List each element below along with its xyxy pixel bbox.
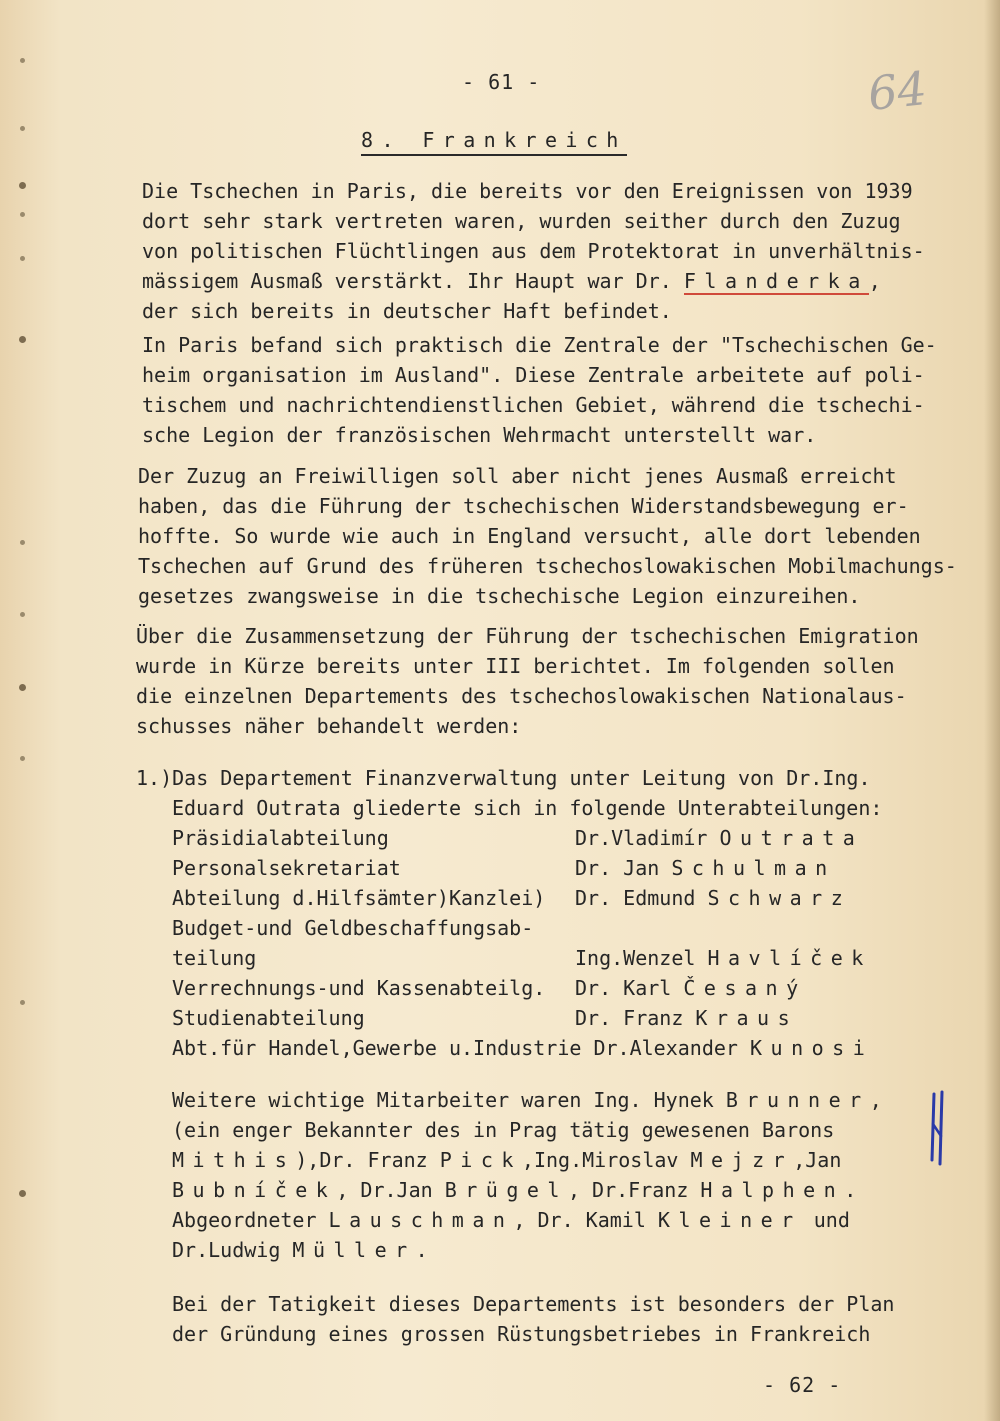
text-segment: , (869, 1088, 882, 1112)
binder-hole (20, 756, 25, 761)
text-line (142, 267, 881, 295)
text-segment: ),Dr. Franz (295, 1148, 440, 1172)
text-line: Bei der Tatigkeit dieses Departements ist besonders der Plan (172, 1292, 895, 1316)
text-segment: Dr.Ludwig (172, 1238, 293, 1262)
text-line (172, 1236, 428, 1264)
head-surname: Kunosi (750, 1036, 874, 1060)
spaced-name: Bubníček (172, 1178, 337, 1202)
text-segment: Weitere wichtige Mitarbeiter waren Ing. Hynek (172, 1088, 726, 1112)
section-head (575, 1004, 798, 1032)
text-line: wurde in Kürze bereits unter III berichtet. Im folgenden sollen (136, 654, 895, 678)
text-line: Der Zuzug an Freiwilligen soll aber nicht jenes Ausmaß erreicht (138, 464, 897, 488)
text-line: Die Tschechen in Paris, die bereits vor den Ereignissen von 1939 (142, 179, 913, 203)
binder-hole (19, 1190, 26, 1197)
text-segment: , Dr.Franz (567, 1178, 701, 1202)
head-title: Dr.Alexander (593, 1036, 738, 1060)
text-line: haben, das die Führung der tschechischen Widerstandsbewegung er- (138, 494, 909, 518)
text-line: hoffte. So wurde wie auch in England versucht, alle dort lebenden (138, 524, 921, 548)
text-segment: ,Jan (793, 1148, 842, 1172)
text-line: heim organisation im Ausland". Diese Zentrale arbeitete auf poli- (142, 363, 925, 387)
binder-hole (19, 182, 26, 189)
section-name: Verrechnungs-und Kassenabteilg. (172, 976, 546, 1000)
text-segment: , Dr. Kamil (513, 1208, 658, 1232)
page-edge-shadow (984, 0, 1000, 1421)
binder-hole (20, 212, 25, 217)
spaced-name: Mithis (172, 1148, 296, 1172)
head-surname: Kraus (695, 1006, 799, 1030)
section-head (575, 944, 872, 972)
text-segment: und (801, 1208, 850, 1232)
head-surname: Schwarz (707, 886, 852, 910)
text-line (172, 1206, 850, 1234)
text-line (172, 1146, 841, 1174)
head-title: Ing.Wenzel (575, 946, 696, 970)
section-head (575, 974, 807, 1002)
section-name: Budget-und Geldbeschaffungsab- (172, 916, 534, 940)
spaced-name: Mejzr (690, 1148, 794, 1172)
binder-hole (20, 612, 25, 617)
text-line: der sich bereits in deutscher Haft befindet. (142, 299, 672, 323)
section-head (575, 854, 836, 882)
spaced-name: Müller (292, 1238, 416, 1262)
text-line: Über die Zusammensetzung der Führung der tschechischen Emigration (136, 624, 919, 648)
binder-hole (19, 336, 26, 343)
text-segment: . (844, 1178, 857, 1202)
text-line (172, 1176, 856, 1204)
head-surname: Havlíček (707, 946, 872, 970)
page-number-top: - 61 - (462, 70, 541, 94)
section-name: Personalsekretariat (172, 856, 401, 880)
head-surname: Schulman (671, 856, 836, 880)
spaced-name: Pick (439, 1148, 522, 1172)
list-item-line: 1.)Das Departement Finanzverwaltung unter Leitung von Dr.Ing. (136, 766, 871, 790)
text-segment: Abgeordneter (172, 1208, 329, 1232)
list-item-line: Eduard Outrata gliederte sich in folgende Unterabteilungen: (172, 796, 883, 820)
head-title: Dr. Jan (575, 856, 660, 880)
head-surname: Outrata (719, 826, 864, 850)
head-title: Dr. Karl (575, 976, 672, 1000)
text-line (172, 1116, 834, 1144)
text-line: gesetzes zwangsweise in die tschechische Legion einzureihen. (138, 584, 861, 608)
text-line: die einzelnen Departements des tschechoslowakischen Nationalaus- (136, 684, 907, 708)
text-line: schusses näher behandelt werden: (136, 714, 522, 738)
binder-hole (20, 1000, 25, 1005)
head-title: Dr. Franz (575, 1006, 684, 1030)
binder-hole (20, 540, 25, 545)
section-head (575, 884, 851, 912)
text-segment: , Dr.Jan (336, 1178, 445, 1202)
binder-hole (20, 256, 25, 261)
section-name: Studienabteilung (172, 1006, 365, 1030)
head-title: Dr.Vladimír (575, 826, 708, 850)
section-name: Abteilung d.Hilfsämter)Kanzlei) (172, 886, 546, 910)
text-line: von politischen Flüchtlingen aus dem Protektorat in unverhältnis- (142, 239, 925, 263)
spaced-name: Lauschman (328, 1208, 514, 1232)
page-number-bottom: - 62 - (763, 1373, 842, 1397)
text-segment: mässigem Ausmaß verstärkt. Ihr Haupt war Dr. (142, 269, 684, 293)
head-surname: Česaný (683, 976, 807, 1000)
section-name: Abt.für Handel,Gewerbe u.Industrie (172, 1036, 582, 1060)
binder-hole (20, 126, 25, 131)
head-title: Dr. Edmund (575, 886, 696, 910)
section-head (575, 824, 863, 852)
binder-hole (19, 684, 26, 691)
text-line: tischem und nachrichtendienstlichen Gebiet, während die tschechi- (142, 393, 925, 417)
handwritten-page-number: 64 (865, 61, 930, 121)
spaced-name: Kleiner (657, 1208, 802, 1232)
spaced-name: Brügel (444, 1178, 568, 1202)
section-row-last (172, 1034, 873, 1062)
binder-hole (20, 58, 25, 63)
underlined-name: Flanderka (683, 269, 869, 293)
text-segment: (ein enger Bekannter des in Prag tätig gewesenen Barons (172, 1118, 835, 1142)
text-line (172, 1086, 882, 1114)
section-name: teilung (172, 946, 257, 970)
text-line: In Paris befand sich praktisch die Zentrale der "Tschechischen Ge- (142, 333, 937, 357)
text-line: dort sehr stark vertreten waren, wurden seither durch den Zuzug (142, 209, 901, 233)
text-segment: , (868, 269, 881, 293)
section-heading: 8. Frankreich (361, 128, 627, 156)
text-line: sche Legion der französischen Wehrmacht unterstellt war. (142, 423, 817, 447)
handwritten-margin-mark (928, 1090, 950, 1168)
spaced-name: Brunner (725, 1088, 870, 1112)
text-segment: ,Ing.Miroslav (521, 1148, 691, 1172)
text-line: Tschechen auf Grund des früheren tschechoslowakischen Mobilmachungs- (138, 554, 957, 578)
text-segment: . (415, 1238, 428, 1262)
text-line: der Gründung eines grossen Rüstungsbetriebes in Frankreich (172, 1322, 871, 1346)
section-name: Präsidialabteilung (172, 826, 389, 850)
spaced-name: Halphen (700, 1178, 845, 1202)
